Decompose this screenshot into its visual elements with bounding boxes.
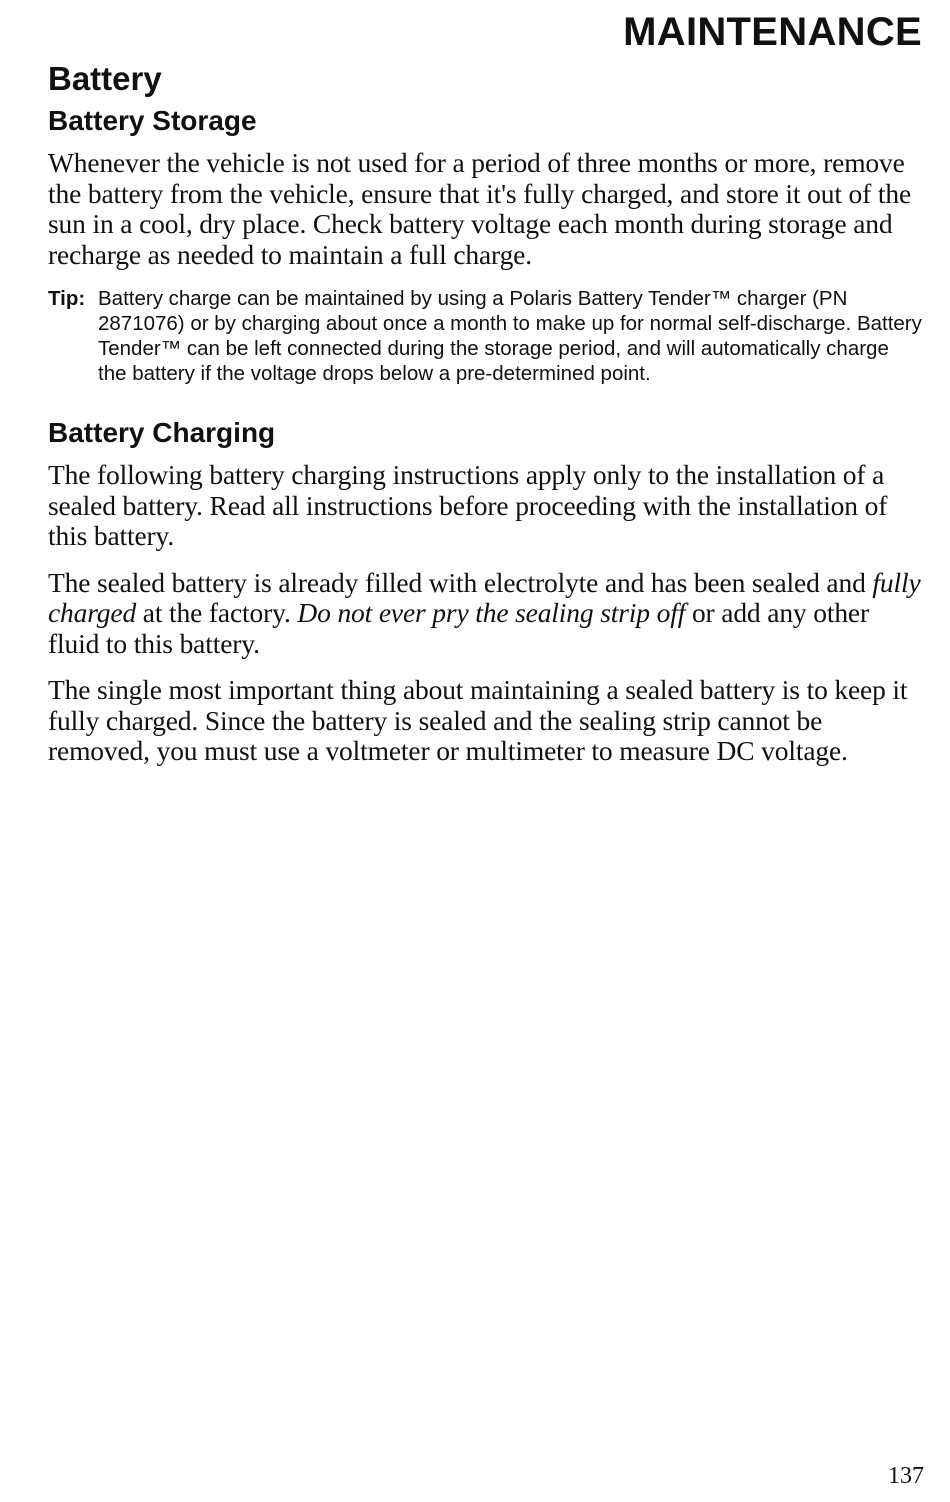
charging-paragraph-1: The following battery charging instructions apply only to the installation of a sealed battery. Read all instructions before proceeding with the installation of this battery. <box>48 459 888 551</box>
battery-charging-heading: Battery Charging <box>48 417 276 448</box>
section-header: MAINTENANCE <box>623 10 922 54</box>
charging-paragraph-2-part-3: or add any other fluid to this battery. <box>48 597 869 659</box>
tip-label: Tip: <box>48 287 86 310</box>
charging-paragraph-2-part-2: at the factory. <box>136 597 298 628</box>
charging-paragraph-2-italic-1: fully charged <box>48 566 921 628</box>
page-content <box>48 58 922 767</box>
tip-text: Battery charge can be maintained by using a Polaris Battery Tender™ charger (PN 2871076) or by charging about once a month to make up for normal self-discharge. Battery Tender™ can be left connected during the storage period, and will automatically charge the battery if the voltage drops below a pre-determined point. <box>98 287 922 385</box>
battery-storage-heading: Battery Storage <box>48 105 257 136</box>
charging-paragraph-2 <box>48 568 922 660</box>
charging-paragraph-2-italic-2: Do not ever pry the sealing strip off <box>297 597 686 628</box>
page-number: 137 <box>888 1463 924 1489</box>
battery-storage-paragraph: Whenever the vehicle is not used for a period of three months or more, remove the battery from the vehicle, ensure that it's fully charged, and store it out of the sun in a cool, dry place. Check battery voltage each month during storage and recharge as needed to maintain a full charge. <box>48 147 912 270</box>
tip-note <box>48 286 922 386</box>
charging-paragraph-3: The single most important thing about maintaining a sealed battery is to keep it fully charged. Since the battery is sealed and the sealing strip cannot be removed, you must use a voltmeter or multimeter to measure DC voltage. <box>48 674 908 766</box>
page-title: Battery <box>48 60 162 97</box>
charging-paragraph-2-part-1: The sealed battery is already filled with electrolyte and has been sealed and <box>48 566 873 598</box>
